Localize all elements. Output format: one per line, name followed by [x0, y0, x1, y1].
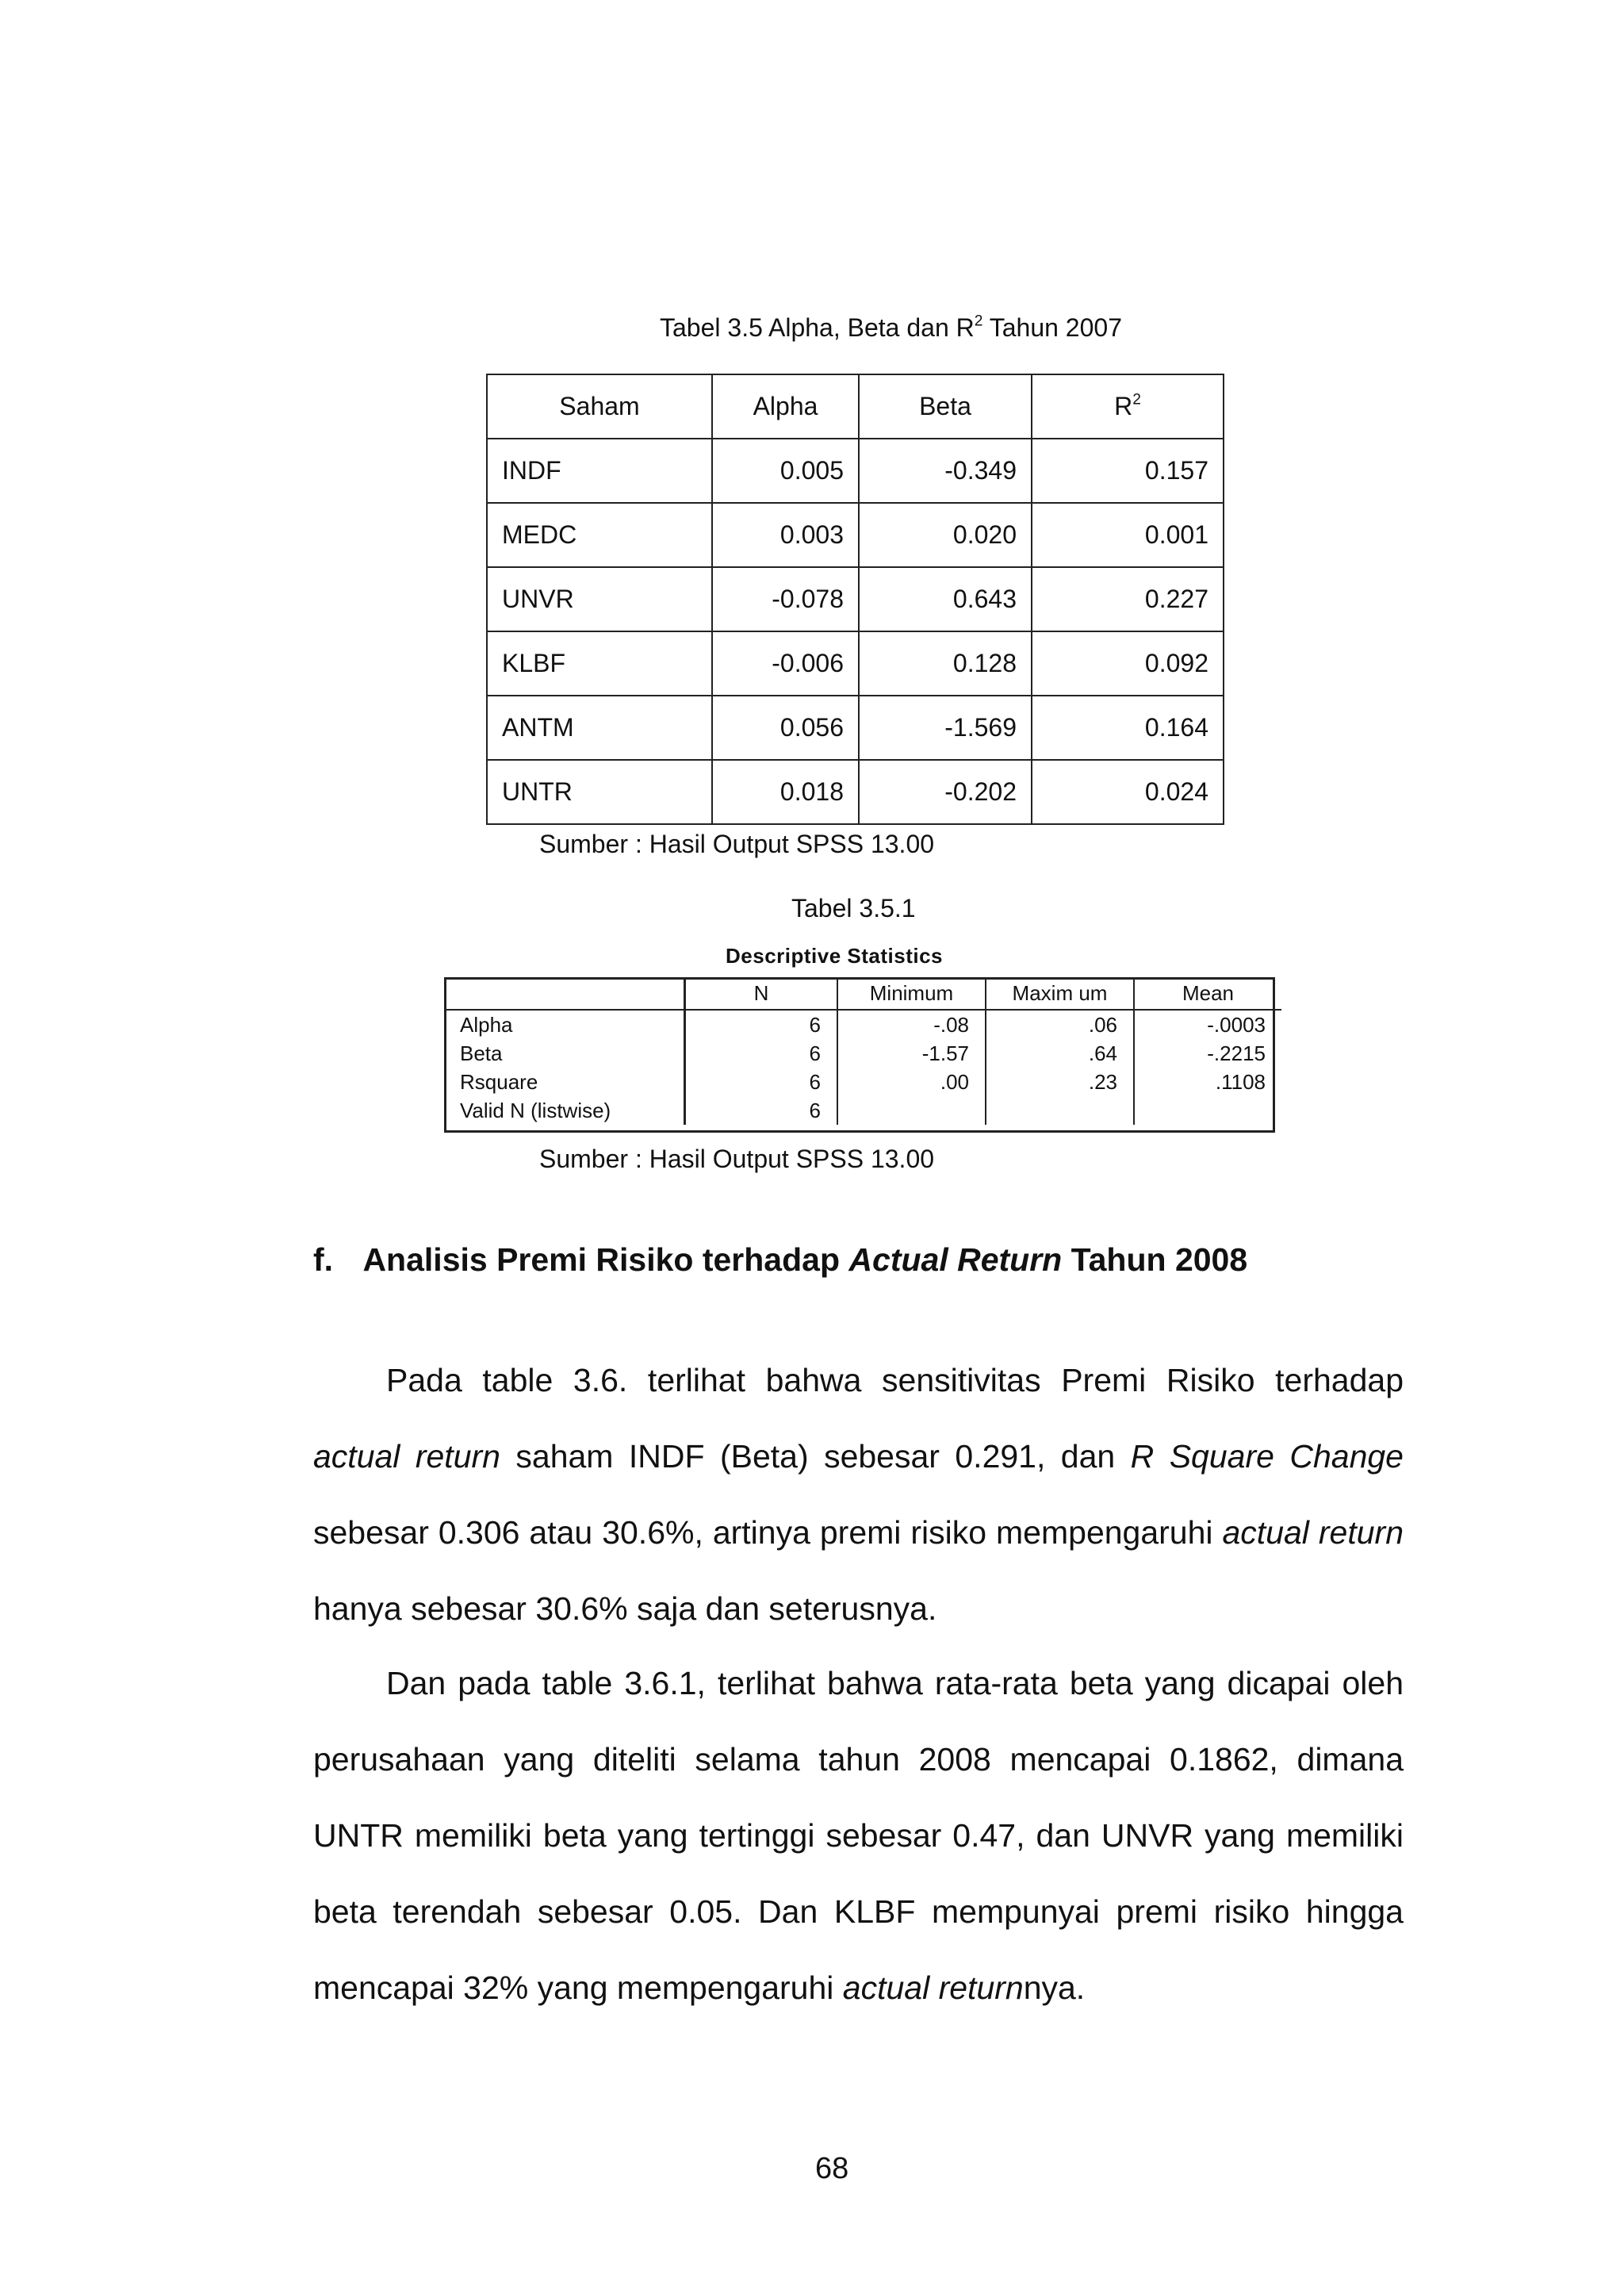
- cell-saham: INDF: [487, 439, 712, 503]
- cell-n: 6: [685, 1010, 838, 1039]
- cell-r2: 0.157: [1032, 439, 1224, 503]
- page-number: 68: [815, 2152, 849, 2185]
- cell-n: 6: [685, 1096, 838, 1125]
- cell-maximum: .06: [986, 1010, 1134, 1039]
- header-alpha: Alpha: [712, 374, 859, 439]
- header-maximum: Maxim um: [986, 977, 1134, 1010]
- section-title-post: Tahun 2008: [1062, 1241, 1248, 1278]
- table-row: [487, 696, 1224, 760]
- cell-beta: -1.569: [859, 696, 1032, 760]
- table1-source: Sumber : Hasil Output SPSS 13.00: [539, 830, 935, 858]
- section-heading: [313, 1241, 1247, 1279]
- cell-beta: 0.128: [859, 631, 1032, 696]
- alpha-beta-table: [486, 374, 1224, 825]
- table-row: [444, 1010, 1281, 1039]
- paragraph-1: Pada table 3.6. terlihat bahwa sensitivitas Premi Risiko terhadap actual return saham INDF (Beta) sebesar 0.291, dan R Square Change sebesar 0.306 atau 30.6%, artinya premi risiko mempengaruhi actual return hanya sebesar 30.6% saja dan seterusnya.: [313, 1362, 1404, 1627]
- descriptive-statistics-table: [444, 977, 1281, 1125]
- cell-mean: .1108: [1215, 1069, 1266, 1094]
- cell-alpha: 0.056: [712, 696, 859, 760]
- cell-beta: 0.643: [859, 567, 1032, 631]
- cell-saham: UNTR: [487, 760, 712, 824]
- cell-alpha: -0.078: [712, 567, 859, 631]
- header-empty: [444, 977, 685, 1010]
- table-row: [487, 503, 1224, 567]
- paragraph-2: Dan pada table 3.6.1, terlihat bahwa rata-rata beta yang dicapai oleh perusahaan yang diteliti selama tahun 2008 mencapai 0.1862, dimana UNTR memiliki beta yang tertinggi sebesar 0.47, dan UNVR yang memiliki beta terendah sebesar 0.05. Dan KLBF mempunyai premi risiko hingga mencapai 32% yang mempengaruhi actual returnnya.: [313, 1665, 1404, 2006]
- table-row: [487, 631, 1224, 696]
- header-saham: Saham: [487, 374, 712, 439]
- cell-alpha: -0.006: [712, 631, 859, 696]
- row-label: Rsquare: [444, 1068, 685, 1096]
- cell-alpha: 0.018: [712, 760, 859, 824]
- cell-minimum: .00: [837, 1068, 986, 1096]
- cell-minimum: -1.57: [837, 1039, 986, 1068]
- cell-r2: 0.164: [1032, 696, 1224, 760]
- cell-r2: 0.227: [1032, 567, 1224, 631]
- header-mean: Mean: [1134, 977, 1281, 1010]
- cell-maximum: .23: [986, 1068, 1134, 1096]
- cell-saham: ANTM: [487, 696, 712, 760]
- row-label: Beta: [444, 1039, 685, 1068]
- cell-saham: KLBF: [487, 631, 712, 696]
- table-row: [487, 567, 1224, 631]
- table-row: [444, 1039, 1281, 1068]
- section-title-pre: Analisis Premi Risiko terhadap: [362, 1241, 849, 1278]
- row-label: Valid N (listwise): [444, 1096, 685, 1125]
- row-label: Alpha: [444, 1010, 685, 1039]
- cell-n: 6: [685, 1039, 838, 1068]
- cell-alpha: 0.003: [712, 503, 859, 567]
- table1-caption: Tabel 3.5 Alpha, Beta dan $R^2$ Tahun 2007: [660, 313, 1122, 342]
- table2-source: Sumber : Hasil Output SPSS 13.00: [539, 1145, 935, 1173]
- cell-saham: MEDC: [487, 503, 712, 567]
- header-beta: Beta: [859, 374, 1032, 439]
- header-n: N: [685, 977, 838, 1010]
- cell-minimum: -.08: [837, 1010, 986, 1039]
- table-row: [487, 439, 1224, 503]
- table-row: [444, 1068, 1281, 1096]
- descriptive-statistics-title: Descriptive Statistics: [726, 944, 944, 968]
- table-header-row: [487, 374, 1224, 439]
- cell-saham: UNVR: [487, 567, 712, 631]
- table-row: [487, 760, 1224, 824]
- cell-r2: 0.092: [1032, 631, 1224, 696]
- cell-maximum: .64: [986, 1039, 1134, 1068]
- section-title-italic: Actual Return: [848, 1241, 1063, 1278]
- cell-beta: 0.020: [859, 503, 1032, 567]
- cell-r2: 0.024: [1032, 760, 1224, 824]
- cell-alpha: 0.005: [712, 439, 859, 503]
- table2-caption: Tabel 3.5.1: [791, 894, 916, 922]
- cell-maximum: [986, 1096, 1134, 1125]
- cell-minimum: [837, 1096, 986, 1125]
- cell-mean: -.0003: [1207, 1012, 1266, 1037]
- table-header-row: [444, 977, 1281, 1010]
- cell-n: 6: [685, 1068, 838, 1096]
- cell-r2: 0.001: [1032, 503, 1224, 567]
- table-row: [444, 1096, 1281, 1125]
- cell-mean: [1134, 1096, 1281, 1125]
- cell-beta: -0.202: [859, 760, 1032, 824]
- header-minimum: Minimum: [837, 977, 986, 1010]
- cell-beta: -0.349: [859, 439, 1032, 503]
- section-label: f.: [313, 1241, 334, 1278]
- cell-mean: -.2215: [1207, 1041, 1266, 1065]
- header-r2: $R^2$: [1032, 374, 1224, 439]
